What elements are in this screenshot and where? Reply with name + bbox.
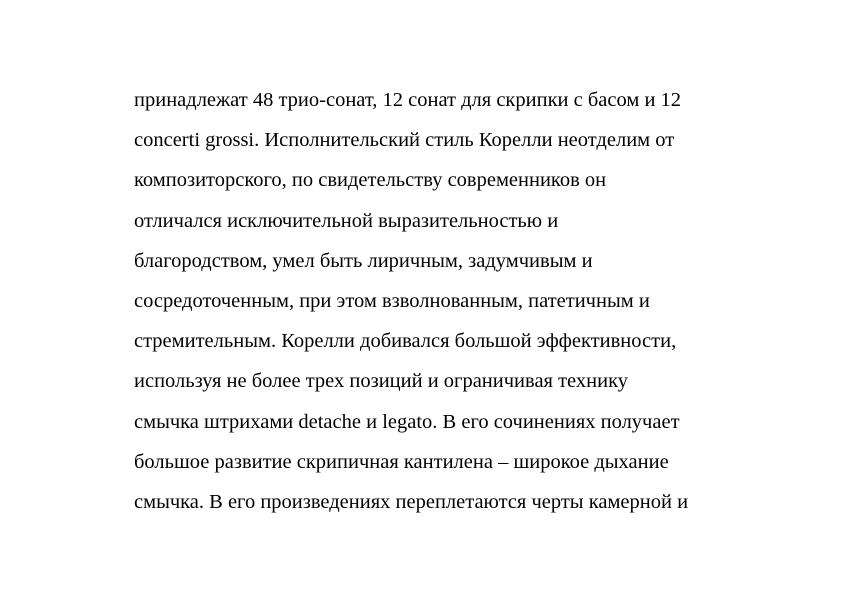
text-line: concerti grossi. Исполнительский стиль Корелли неотделим от bbox=[134, 129, 675, 152]
text-line: композиторского, по свидетельству современников он bbox=[134, 169, 607, 192]
text-line: используя не более трех позиций и ограничивая технику bbox=[134, 370, 628, 393]
text-line: благородством, умел быть лиричным, задумчивым и bbox=[134, 249, 593, 272]
text-line: смычка. В его произведениях переплетаются черты камерной и bbox=[134, 490, 689, 513]
text-line: большое развитие скрипичная кантилена – широкое дыхание bbox=[134, 450, 669, 473]
text-line: сосредоточенным, при этом взволнованным, патетичным и bbox=[134, 289, 650, 312]
text-line: стремительным. Корелли добивался большой эффективности, bbox=[134, 330, 677, 353]
body-paragraph bbox=[134, 85, 774, 527]
text-line: отличался исключительной выразительностью и bbox=[134, 209, 559, 232]
text-line: смычка штрихами detache и legato. В его сочинениях получает bbox=[134, 410, 680, 433]
text-line: принадлежат 48 трио-сонат, 12 сонат для скрипки с басом и 12 bbox=[134, 89, 682, 111]
